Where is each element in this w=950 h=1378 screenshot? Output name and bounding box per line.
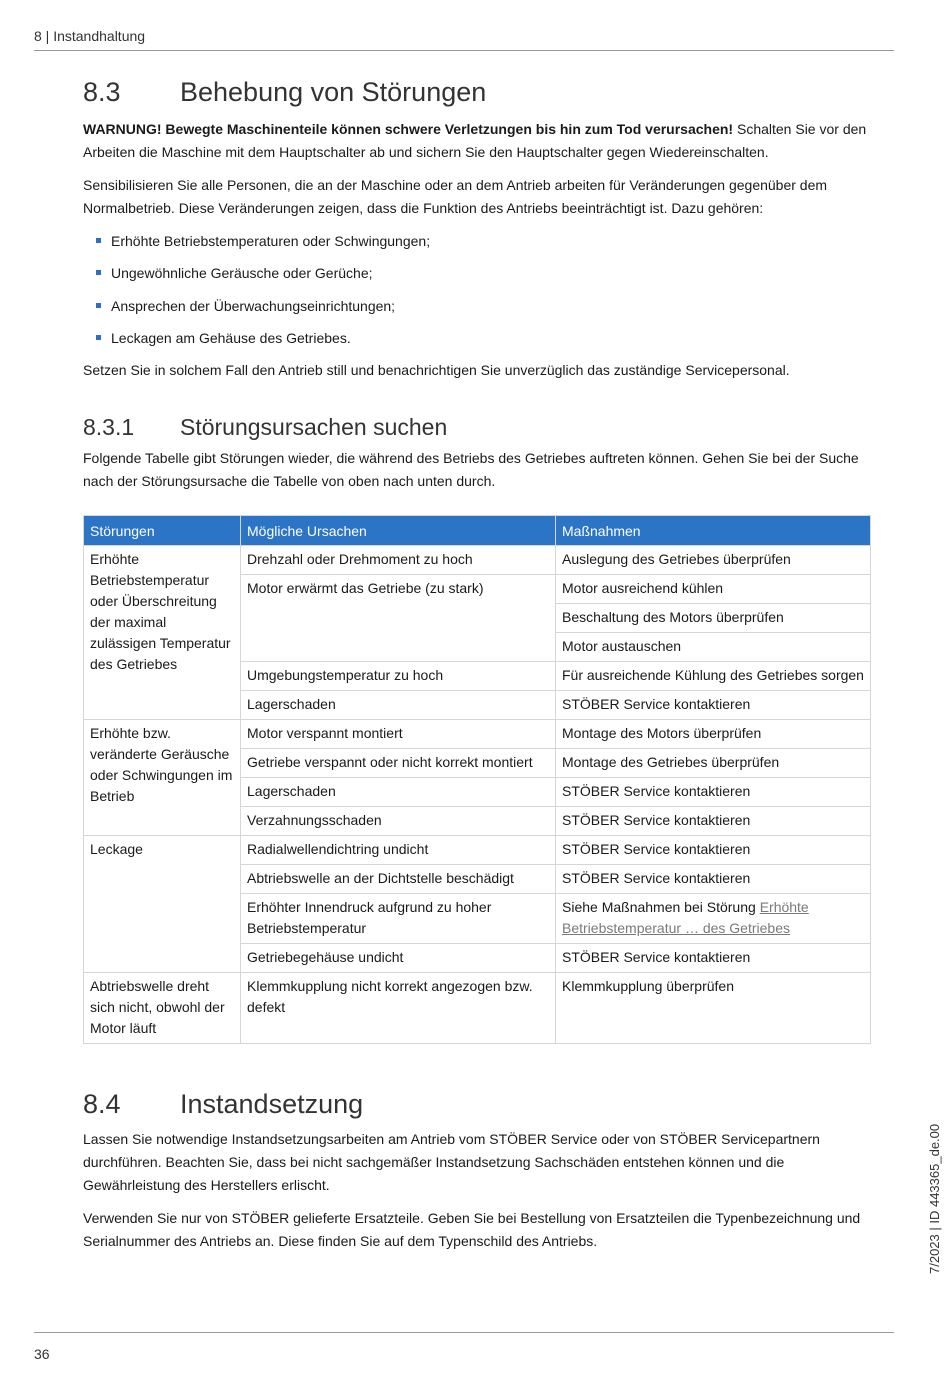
list-item: Ungewöhnliche Geräusche oder Gerüche; — [83, 262, 869, 285]
measure-cell: STÖBER Service kontaktieren — [556, 836, 871, 865]
section-number: 8.3.1 — [83, 414, 135, 441]
table-header-row — [84, 516, 871, 546]
warning-text: Schalten Sie vor den Arbeiten die Maschine mit dem Hauptschalter ab und sichern Sie den Hauptschalter gegen Wiedereinschalten. — [83, 121, 867, 160]
column-header: Störungen — [84, 516, 241, 546]
intro-paragraph: Sensibilisieren Sie alle Personen, die an der Maschine oder an dem Antrieb arbeiten für Veränderungen gegenüber dem Normalbetrieb. Diese Veränderungen zeigen, dass die Funktion des Antriebs beeinträchtigt ist. Dazu gehören: — [83, 177, 828, 216]
measure-cell: STÖBER Service kontaktieren — [556, 691, 871, 720]
cause-cell: Umgebungstemperatur zu hoch — [241, 662, 556, 691]
fault-cell: Leckage — [84, 836, 241, 973]
cause-cell: Motor erwärmt das Getriebe (zu stark) — [241, 575, 556, 662]
measure-cell: Motor ausreichend kühlen — [556, 575, 871, 604]
cause-cell: Lagerschaden — [241, 691, 556, 720]
section-title: Störungsursachen suchen — [180, 414, 448, 441]
section-heading-8-3-1 — [83, 408, 869, 446]
measure-cell: STÖBER Service kontaktieren — [556, 865, 871, 894]
section-number: 8.3 — [83, 77, 121, 107]
measure-cell: Klemmkupplung überprüfen — [556, 973, 871, 1044]
document-id: 7/2023 | ID 443365_de.00 — [927, 1123, 942, 1274]
section-heading-8-3 — [83, 70, 869, 114]
cause-cell: Abtriebswelle an der Dichtstelle beschädigt — [241, 865, 556, 894]
table-row — [84, 720, 871, 749]
table-row — [84, 546, 871, 575]
measure-cell: Montage des Motors überprüfen — [556, 720, 871, 749]
outro-paragraph: Setzen Sie in solchem Fall den Antrieb still und benachrichtigen Sie unverzüglich das zuständige Servicepersonal. — [83, 362, 790, 379]
symptom-list — [83, 230, 869, 351]
list-item: Ansprechen der Überwachungseinrichtungen; — [83, 295, 869, 318]
cause-cell: Drehzahl oder Drehmoment zu hoch — [241, 546, 556, 575]
cause-cell: Erhöhter Innendruck aufgrund zu hoher Betriebstemperatur — [241, 894, 556, 944]
fault-cell: Abtriebswelle dreht sich nicht, obwohl der Motor läuft — [84, 973, 241, 1044]
table-row — [84, 836, 871, 865]
measure-cell: Für ausreichende Kühlung des Getriebes sorgen — [556, 662, 871, 691]
warning-paragraph — [83, 118, 869, 164]
cross-reference-link[interactable]: Erhöhte Betriebstemperatur … des Getriebes — [562, 899, 809, 937]
running-header: 8 | Instandhaltung — [34, 28, 146, 44]
table-intro-paragraph: Folgende Tabelle gibt Störungen wieder, die während des Betriebs des Getriebes auftreten können. Gehen Sie bei der Suche nach der Störungsursache die Tabelle von oben nach unten durch. — [83, 450, 859, 490]
column-header: Mögliche Ursachen — [241, 516, 556, 546]
measure-cell: STÖBER Service kontaktieren — [556, 778, 871, 807]
bullet-square-icon — [96, 270, 101, 275]
cause-cell: Verzahnungsschaden — [241, 807, 556, 836]
fault-table — [83, 515, 871, 1044]
warning-bold: WARNUNG! Bewegte Maschinenteile können schwere Verletzungen bis hin zum Tod verursachen! — [83, 121, 734, 137]
repair-paragraph: Lassen Sie notwendige Instandsetzungsarbeiten am Antrieb vom STÖBER Service oder von STÖBER Servicepartnern durchführen. Beachten Sie, dass bei nicht sachgemäßer Instandsetzung Sachschäden entstehen können und die Gewährleistung des Herstellers erlischt. — [83, 1131, 820, 1194]
fault-cell: Erhöhte bzw. veränderte Geräusche oder Schwingungen im Betrieb — [84, 720, 241, 836]
measure-cell: STÖBER Service kontaktieren — [556, 807, 871, 836]
page-content — [83, 70, 869, 1253]
column-header: Maßnahmen — [556, 516, 871, 546]
footer-divider — [34, 1332, 894, 1333]
measure-cell: Siehe Maßnahmen bei Störung Erhöhte Betriebstemperatur … des Getriebes — [556, 894, 871, 944]
page-number: 36 — [34, 1346, 50, 1362]
cause-cell: Motor verspannt montiert — [241, 720, 556, 749]
header-divider — [34, 50, 894, 51]
section-title: Instandsetzung — [180, 1089, 364, 1120]
cause-cell: Lagerschaden — [241, 778, 556, 807]
measure-cell: Auslegung des Getriebes überprüfen — [556, 546, 871, 575]
bullet-square-icon — [96, 238, 101, 243]
section-title: Behebung von Störungen — [180, 77, 487, 107]
measure-cell: Montage des Getriebes überprüfen — [556, 749, 871, 778]
bullet-square-icon — [96, 335, 101, 340]
section-number: 8.4 — [83, 1089, 121, 1120]
cause-cell: Getriebegehäuse undicht — [241, 944, 556, 973]
table-row — [84, 973, 871, 1044]
spare-parts-paragraph: Verwenden Sie nur von STÖBER gelieferte Ersatzteile. Geben Sie bei Bestellung von Ersatzteilen die Typenbezeichnung und Serialnummer des Antriebs an. Diese finden Sie auf dem Typenschild des Antriebs. — [83, 1210, 861, 1250]
fault-cell: Erhöhte Betriebstemperatur oder Überschreitung der maximal zulässigen Temperatur des Getriebes — [84, 546, 241, 720]
list-item: Erhöhte Betriebstemperaturen oder Schwingungen; — [83, 230, 869, 253]
measure-cell: Motor austauschen — [556, 633, 871, 662]
section-heading-8-4 — [83, 1082, 869, 1126]
list-item: Leckagen am Gehäuse des Getriebes. — [83, 327, 869, 350]
measure-cell: STÖBER Service kontaktieren — [556, 944, 871, 973]
cause-cell: Klemmkupplung nicht korrekt angezogen bzw. defekt — [241, 973, 556, 1044]
bullet-square-icon — [96, 303, 101, 308]
cause-cell: Getriebe verspannt oder nicht korrekt montiert — [241, 749, 556, 778]
cause-cell: Radialwellendichtring undicht — [241, 836, 556, 865]
measure-cell: Beschaltung des Motors überprüfen — [556, 604, 871, 633]
